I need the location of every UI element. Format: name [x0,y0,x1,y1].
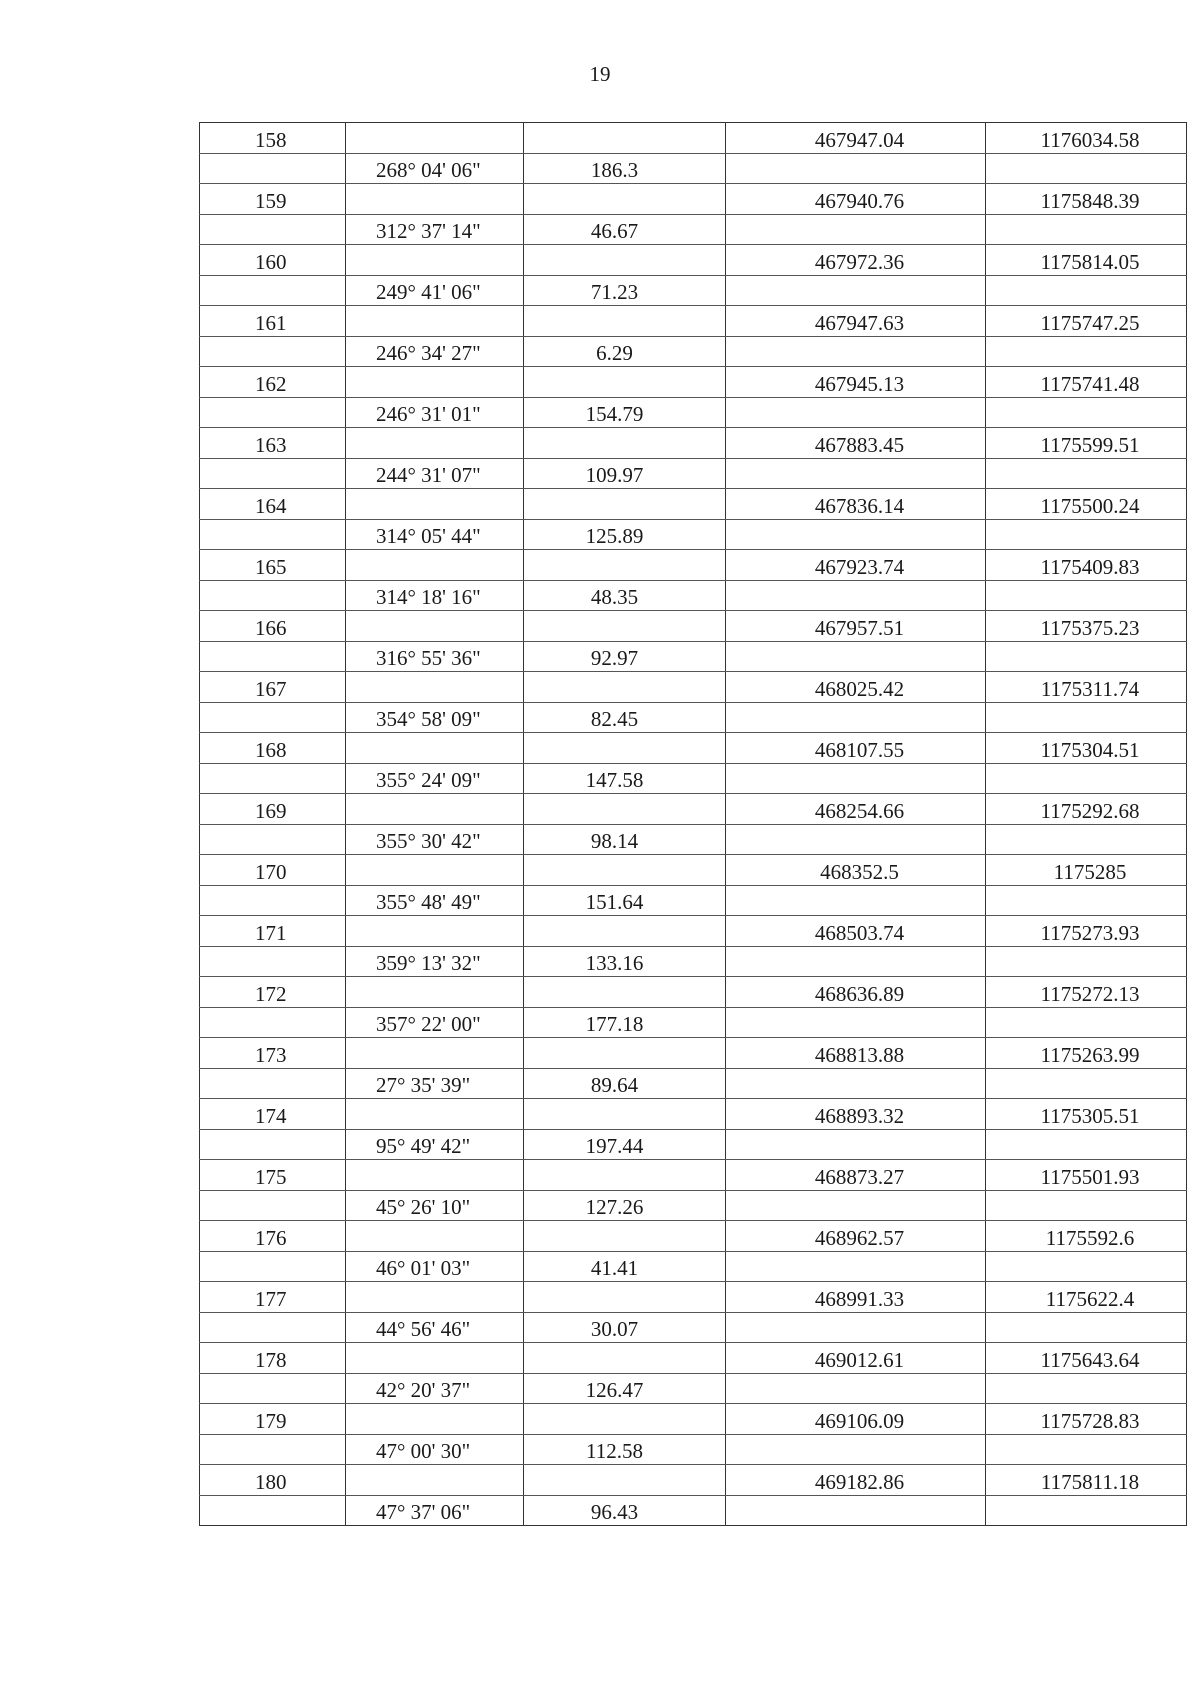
segment-row [200,824,1187,855]
x-coordinate-cell: 467947.04 [726,123,986,154]
y-coordinate-cell [986,1312,1187,1343]
distance-cell: 98.14 [524,824,726,855]
y-coordinate-cell: 1175409.83 [986,550,1187,581]
point-row [200,184,1187,215]
point-number-cell [200,1129,346,1160]
point-number-cell: 166 [200,611,346,642]
y-coordinate-cell: 1175311.74 [986,672,1187,703]
bearing-cell: 316° 55' 36" [346,641,524,672]
distance-cell: 127.26 [524,1190,726,1221]
y-coordinate-cell [986,702,1187,733]
distance-cell [524,1404,726,1435]
x-coordinate-cell [726,946,986,977]
segment-row [200,702,1187,733]
point-number-cell: 158 [200,123,346,154]
x-coordinate-cell: 468873.27 [726,1160,986,1191]
y-coordinate-cell [986,580,1187,611]
distance-cell [524,1221,726,1252]
point-number-cell [200,885,346,916]
bearing-cell [346,245,524,276]
x-coordinate-cell [726,1434,986,1465]
x-coordinate-cell: 467940.76 [726,184,986,215]
point-number-cell [200,153,346,184]
distance-cell: 6.29 [524,336,726,367]
point-row [200,550,1187,581]
distance-cell [524,367,726,398]
segment-row [200,153,1187,184]
distance-cell [524,1160,726,1191]
bearing-cell: 359° 13' 32" [346,946,524,977]
distance-cell [524,306,726,337]
y-coordinate-cell [986,763,1187,794]
point-row [200,855,1187,886]
bearing-cell [346,672,524,703]
point-number-cell [200,458,346,489]
x-coordinate-cell [726,1007,986,1038]
point-number-cell [200,702,346,733]
point-row [200,489,1187,520]
x-coordinate-cell: 467972.36 [726,245,986,276]
x-coordinate-cell [726,1312,986,1343]
y-coordinate-cell [986,214,1187,245]
x-coordinate-cell [726,458,986,489]
point-row [200,1221,1187,1252]
y-coordinate-cell: 1175747.25 [986,306,1187,337]
segment-row [200,214,1187,245]
y-coordinate-cell: 1175643.64 [986,1343,1187,1374]
x-coordinate-cell: 467883.45 [726,428,986,459]
distance-cell [524,428,726,459]
x-coordinate-cell [726,702,986,733]
segment-row [200,1251,1187,1282]
point-number-cell: 179 [200,1404,346,1435]
x-coordinate-cell [726,580,986,611]
segment-row [200,885,1187,916]
x-coordinate-cell [726,1068,986,1099]
point-number-cell: 162 [200,367,346,398]
bearing-cell: 95° 49' 42" [346,1129,524,1160]
bearing-cell [346,306,524,337]
x-coordinate-cell [726,519,986,550]
distance-cell: 71.23 [524,275,726,306]
point-number-cell [200,336,346,367]
segment-row [200,275,1187,306]
y-coordinate-cell: 1175622.4 [986,1282,1187,1313]
x-coordinate-cell: 468107.55 [726,733,986,764]
distance-cell [524,1465,726,1496]
x-coordinate-cell: 467836.14 [726,489,986,520]
point-number-cell: 180 [200,1465,346,1496]
point-row [200,1038,1187,1069]
bearing-cell [346,550,524,581]
distance-cell [524,733,726,764]
point-number-cell: 176 [200,1221,346,1252]
page-number: 19 [589,62,611,86]
bearing-cell: 314° 18' 16" [346,580,524,611]
y-coordinate-cell [986,641,1187,672]
distance-cell: 133.16 [524,946,726,977]
point-row [200,672,1187,703]
segment-row [200,1129,1187,1160]
bearing-cell: 244° 31' 07" [346,458,524,489]
bearing-cell: 312° 37' 14" [346,214,524,245]
x-coordinate-cell [726,885,986,916]
point-number-cell: 173 [200,1038,346,1069]
point-number-cell [200,1373,346,1404]
segment-row [200,1312,1187,1343]
bearing-cell [346,1221,524,1252]
point-row [200,733,1187,764]
distance-cell: 89.64 [524,1068,726,1099]
distance-cell [524,977,726,1008]
segment-row [200,946,1187,977]
y-coordinate-cell [986,1068,1187,1099]
y-coordinate-cell [986,397,1187,428]
distance-cell [524,1282,726,1313]
point-number-cell [200,641,346,672]
x-coordinate-cell: 468962.57 [726,1221,986,1252]
point-number-cell [200,275,346,306]
x-coordinate-cell: 468991.33 [726,1282,986,1313]
distance-cell [524,855,726,886]
y-coordinate-cell [986,1434,1187,1465]
y-coordinate-cell: 1175375.23 [986,611,1187,642]
x-coordinate-cell: 467957.51 [726,611,986,642]
bearing-cell [346,794,524,825]
bearing-cell: 268° 04' 06" [346,153,524,184]
y-coordinate-cell [986,1007,1187,1038]
distance-cell: 112.58 [524,1434,726,1465]
x-coordinate-cell [726,1495,986,1526]
distance-cell [524,1038,726,1069]
y-coordinate-cell [986,824,1187,855]
survey-table-body [200,123,1187,1526]
distance-cell: 96.43 [524,1495,726,1526]
point-number-cell: 171 [200,916,346,947]
distance-cell: 46.67 [524,214,726,245]
point-number-cell [200,1312,346,1343]
segment-row [200,1373,1187,1404]
point-number-cell [200,580,346,611]
segment-row [200,519,1187,550]
x-coordinate-cell [726,397,986,428]
y-coordinate-cell: 1175848.39 [986,184,1187,215]
y-coordinate-cell: 1175304.51 [986,733,1187,764]
x-coordinate-cell: 469182.86 [726,1465,986,1496]
distance-cell [524,611,726,642]
y-coordinate-cell [986,336,1187,367]
y-coordinate-cell: 1175728.83 [986,1404,1187,1435]
point-number-cell: 170 [200,855,346,886]
point-number-cell [200,1495,346,1526]
distance-cell [524,489,726,520]
segment-row [200,1068,1187,1099]
distance-cell: 177.18 [524,1007,726,1038]
point-number-cell: 168 [200,733,346,764]
y-coordinate-cell: 1175592.6 [986,1221,1187,1252]
point-number-cell [200,763,346,794]
point-row [200,794,1187,825]
point-number-cell: 172 [200,977,346,1008]
distance-cell [524,550,726,581]
bearing-cell: 44° 56' 46" [346,1312,524,1343]
bearing-cell: 47° 00' 30" [346,1434,524,1465]
y-coordinate-cell: 1175273.93 [986,916,1187,947]
distance-cell: 197.44 [524,1129,726,1160]
distance-cell [524,916,726,947]
bearing-cell: 46° 01' 03" [346,1251,524,1282]
x-coordinate-cell [726,641,986,672]
y-coordinate-cell: 1175501.93 [986,1160,1187,1191]
distance-cell [524,1343,726,1374]
x-coordinate-cell: 469106.09 [726,1404,986,1435]
bearing-cell [346,428,524,459]
bearing-cell: 45° 26' 10" [346,1190,524,1221]
x-coordinate-cell [726,763,986,794]
point-number-cell [200,1190,346,1221]
x-coordinate-cell [726,1129,986,1160]
point-row [200,977,1187,1008]
x-coordinate-cell [726,1373,986,1404]
bearing-cell: 355° 48' 49" [346,885,524,916]
y-coordinate-cell [986,1373,1187,1404]
point-number-cell [200,1251,346,1282]
distance-cell: 82.45 [524,702,726,733]
y-coordinate-cell: 1175292.68 [986,794,1187,825]
segment-row [200,1495,1187,1526]
point-number-cell [200,946,346,977]
distance-cell: 92.97 [524,641,726,672]
point-number-cell: 160 [200,245,346,276]
y-coordinate-cell [986,458,1187,489]
bearing-cell [346,1038,524,1069]
point-row [200,428,1187,459]
point-number-cell: 177 [200,1282,346,1313]
bearing-cell [346,1404,524,1435]
point-number-cell: 164 [200,489,346,520]
distance-cell: 147.58 [524,763,726,794]
bearing-cell: 314° 05' 44" [346,519,524,550]
point-number-cell: 175 [200,1160,346,1191]
bearing-cell [346,489,524,520]
x-coordinate-cell [726,153,986,184]
point-number-cell [200,1007,346,1038]
x-coordinate-cell: 468893.32 [726,1099,986,1130]
x-coordinate-cell [726,1190,986,1221]
x-coordinate-cell: 468636.89 [726,977,986,1008]
bearing-cell [346,1099,524,1130]
y-coordinate-cell [986,1495,1187,1526]
point-row [200,306,1187,337]
bearing-cell: 47° 37' 06" [346,1495,524,1526]
distance-cell [524,672,726,703]
x-coordinate-cell [726,275,986,306]
bearing-cell [346,855,524,886]
y-coordinate-cell [986,1251,1187,1282]
point-row [200,1465,1187,1496]
segment-row [200,1434,1187,1465]
point-row [200,1282,1187,1313]
point-number-cell: 161 [200,306,346,337]
point-number-cell [200,397,346,428]
distance-cell: 186.3 [524,153,726,184]
x-coordinate-cell: 467947.63 [726,306,986,337]
bearing-cell: 246° 31' 01" [346,397,524,428]
point-number-cell: 159 [200,184,346,215]
bearing-cell [346,367,524,398]
y-coordinate-cell: 1175305.51 [986,1099,1187,1130]
point-number-cell: 178 [200,1343,346,1374]
x-coordinate-cell [726,1251,986,1282]
y-coordinate-cell: 1175285 [986,855,1187,886]
point-row [200,916,1187,947]
y-coordinate-cell [986,946,1187,977]
distance-cell: 125.89 [524,519,726,550]
y-coordinate-cell: 1175272.13 [986,977,1187,1008]
segment-row [200,458,1187,489]
y-coordinate-cell: 1175500.24 [986,489,1187,520]
distance-cell [524,123,726,154]
distance-cell [524,1099,726,1130]
point-number-cell: 167 [200,672,346,703]
y-coordinate-cell [986,885,1187,916]
x-coordinate-cell: 468025.42 [726,672,986,703]
y-coordinate-cell [986,153,1187,184]
distance-cell: 41.41 [524,1251,726,1282]
bearing-cell [346,916,524,947]
x-coordinate-cell: 467945.13 [726,367,986,398]
point-number-cell: 165 [200,550,346,581]
y-coordinate-cell: 1175814.05 [986,245,1187,276]
segment-row [200,763,1187,794]
segment-row [200,580,1187,611]
x-coordinate-cell [726,214,986,245]
y-coordinate-cell [986,1190,1187,1221]
x-coordinate-cell: 468503.74 [726,916,986,947]
bearing-cell [346,1465,524,1496]
bearing-cell: 355° 24' 09" [346,763,524,794]
bearing-cell [346,1160,524,1191]
distance-cell: 30.07 [524,1312,726,1343]
segment-row [200,336,1187,367]
point-number-cell [200,214,346,245]
distance-cell: 109.97 [524,458,726,489]
point-row [200,1099,1187,1130]
x-coordinate-cell: 469012.61 [726,1343,986,1374]
point-number-cell [200,1434,346,1465]
bearing-cell [346,977,524,1008]
distance-cell: 151.64 [524,885,726,916]
point-number-cell: 163 [200,428,346,459]
distance-cell [524,184,726,215]
bearing-cell [346,733,524,764]
bearing-cell [346,123,524,154]
point-row [200,1160,1187,1191]
y-coordinate-cell: 1175263.99 [986,1038,1187,1069]
y-coordinate-cell [986,1129,1187,1160]
segment-row [200,641,1187,672]
bearing-cell [346,1343,524,1374]
y-coordinate-cell [986,519,1187,550]
y-coordinate-cell [986,275,1187,306]
x-coordinate-cell [726,824,986,855]
x-coordinate-cell: 468813.88 [726,1038,986,1069]
bearing-cell: 42° 20' 37" [346,1373,524,1404]
bearing-cell: 249° 41' 06" [346,275,524,306]
segment-row [200,397,1187,428]
point-number-cell: 169 [200,794,346,825]
segment-row [200,1007,1187,1038]
bearing-cell: 246° 34' 27" [346,336,524,367]
point-row [200,1343,1187,1374]
bearing-cell: 355° 30' 42" [346,824,524,855]
point-row [200,367,1187,398]
y-coordinate-cell: 1176034.58 [986,123,1187,154]
point-number-cell [200,519,346,550]
bearing-cell [346,184,524,215]
bearing-cell [346,1282,524,1313]
distance-cell [524,794,726,825]
distance-cell: 48.35 [524,580,726,611]
distance-cell [524,245,726,276]
point-row [200,245,1187,276]
point-number-cell [200,824,346,855]
bearing-cell: 354° 58' 09" [346,702,524,733]
segment-row [200,1190,1187,1221]
point-number-cell [200,1068,346,1099]
bearing-cell [346,611,524,642]
x-coordinate-cell: 467923.74 [726,550,986,581]
distance-cell: 154.79 [524,397,726,428]
survey-coordinates-table [199,122,1187,1526]
x-coordinate-cell: 468254.66 [726,794,986,825]
bearing-cell: 27° 35' 39" [346,1068,524,1099]
point-row [200,123,1187,154]
x-coordinate-cell: 468352.5 [726,855,986,886]
y-coordinate-cell: 1175811.18 [986,1465,1187,1496]
point-row [200,611,1187,642]
point-number-cell: 174 [200,1099,346,1130]
bearing-cell: 357° 22' 00" [346,1007,524,1038]
distance-cell: 126.47 [524,1373,726,1404]
x-coordinate-cell [726,336,986,367]
point-row [200,1404,1187,1435]
y-coordinate-cell: 1175599.51 [986,428,1187,459]
y-coordinate-cell: 1175741.48 [986,367,1187,398]
